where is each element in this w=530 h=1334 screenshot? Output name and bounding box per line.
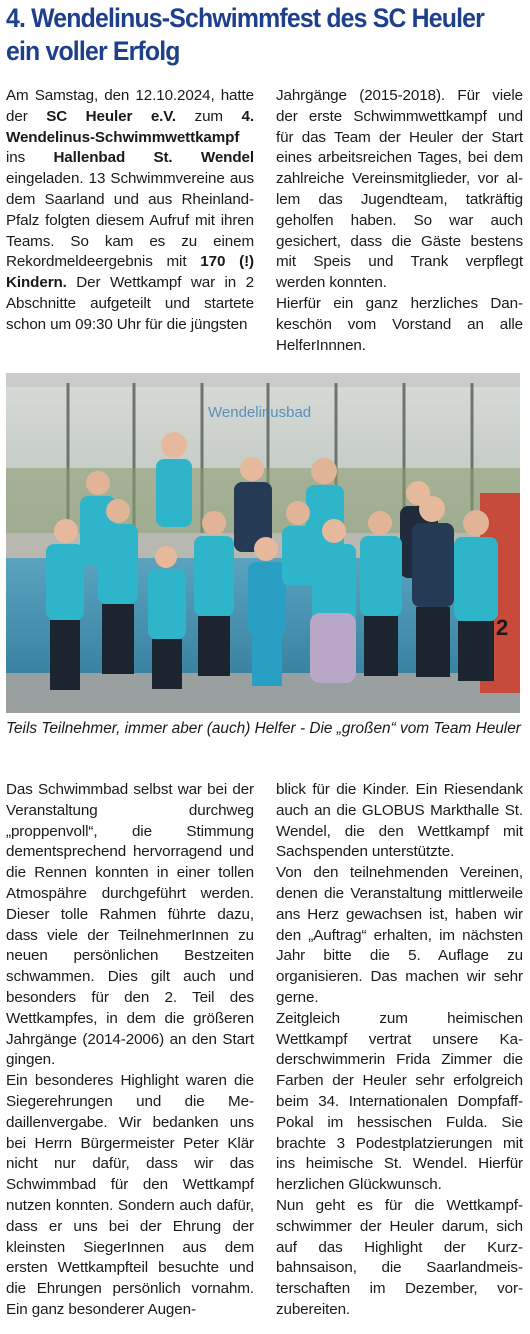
intro-text: zum <box>176 107 242 125</box>
photo-caption: Teils Teilnehmer, immer aber (auch) Helfer - Die „großen“ vom Team Heuler <box>6 720 521 737</box>
article-headline <box>6 2 484 68</box>
swimmer-figure <box>156 432 192 527</box>
body-paragraph: Nun geht es für die Wettkampfschwimmer der Heuler darum, sich auf das Highlight der Kurzbahnsaison, die Saarlandmeisterschaften im Dezember, vorzubereiten. <box>276 1196 523 1318</box>
body-paragraph: Ein besonderes Highlight waren die Siegerehrungen und die Medaillenvergabe. Wir bedanken uns bei Herrn Bürgermeister Peter Klär nicht nur dafür, dass wir das Schwimmbad für den Wettkampf nutzen konnten. Sondern auch dafür, dass er uns bei der Ehrung der kleinsten SiegerInnen aus dem ersten Wettkampfteil besuchte und die Ehrungen persönlich vornahm. Ein ganz besonderer Augen- <box>6 1072 254 1318</box>
intro-paragraph <box>6 86 254 336</box>
body-column-left <box>6 780 254 1321</box>
headline-line-2: ein voller Erfolg <box>6 36 180 66</box>
body-paragraph: blick für die Kinder. Ein Riesendank auch an die GLOBUS Markthalle St. Wendel, die den Wettkampf mit Sachspenden unterstützte. <box>276 781 523 861</box>
body-paragraph: Von den teilnehmenden Vereinen, denen die Veranstaltung mittlerweile ans Herz gewachsen ist, haben wir den „Auftrag“ erhalten, im nächsten Jahr bitte die 5. Auflage zu organisieren. Das machen wir sehr gerne. <box>276 864 523 1006</box>
event-name: 4. Wendelinus-Schwimmwettkampf <box>6 107 254 146</box>
intro-paragraph-continued: Jahrgänge (2015-2018). Für viele der erste Schwimmwettkampf und für das Team der Heuler der Start eines arbeitsreichen Tages, bei dem zahlreiche Vereinsmitglieder, vor allem das Jugendteam, tatkräftig geholfen haben. So war auch gesichert, dass die Gäste bestens mit Speis und Trank verpflegt werden konnten. <box>276 87 523 292</box>
body-paragraph: Zeitgleich zum heimischen Wettkampf vertrat unsere Kaderschwimmerin Frida Zimmer die Farben der Heuler sehr erfolgreich beim 34. Internationalen Dompfaff-Pokal im hessischen Fulda. Sie brachte 3 Podestplatzierungen mit ins heimische St. Wendel. Hierfür herzlichen Glückwunsch. <box>276 1009 523 1194</box>
venue-name: Hallenbad St. Wendel <box>53 149 254 167</box>
intro-column-right <box>276 86 523 356</box>
participant-count: 170 (!) Kindern. <box>6 253 254 292</box>
headline-line-1: 4. Wendelinus-Schwimmfest des SC Heuler <box>6 3 484 33</box>
swimmer-figure <box>46 519 84 690</box>
body-paragraph: Das Schwimmbad selbst war bei der Veranstaltung durchweg „proppenvoll“, die Stimmung dementsprechend hervorragend und die Rennen konnten in einer tollen Atmospähre durchgeführt werden. Dieser tolle Rahmen führte dazu, dass viele der TeilnehmerInnen zu neuen persönlichen Bestzeiten schwammen. Dies gilt auch und besonders für den 2. Teil des Wettkampfes, in dem die größeren Jahrgänge (2014-2006) an den Start gingen. <box>6 781 254 1069</box>
intro-text: ins <box>6 149 54 167</box>
window-sign: Wendelinusbad <box>208 404 312 421</box>
club-name: SC Heuler e.V. <box>46 107 177 125</box>
intro-text: Der Wettkampf war in 2 Abschnitte aufgeteilt und startete schon um 09:30 Uhr für die jüngsten <box>6 274 254 333</box>
swimmer-figure <box>98 499 138 674</box>
body-column-right <box>276 780 523 1321</box>
intro-text: Am Samstag, den 12.10.2024, hatte der <box>6 87 254 125</box>
intro-column-left <box>6 86 254 336</box>
lane-number: 2 <box>496 615 509 640</box>
team-photo <box>6 373 520 713</box>
thanks-paragraph: Hierfür ein ganz herzliches Dankeschön vom Vorstand an alle HelferInnnen. <box>276 294 523 354</box>
intro-text: eingeladen. 13 Schwimmvereine aus dem Saarland und aus Rheinland-Pfalz folgten diesem Aufruf mit ihren Teams. So kam es zu einem Rekordmeldeergebnis mit <box>6 170 254 271</box>
